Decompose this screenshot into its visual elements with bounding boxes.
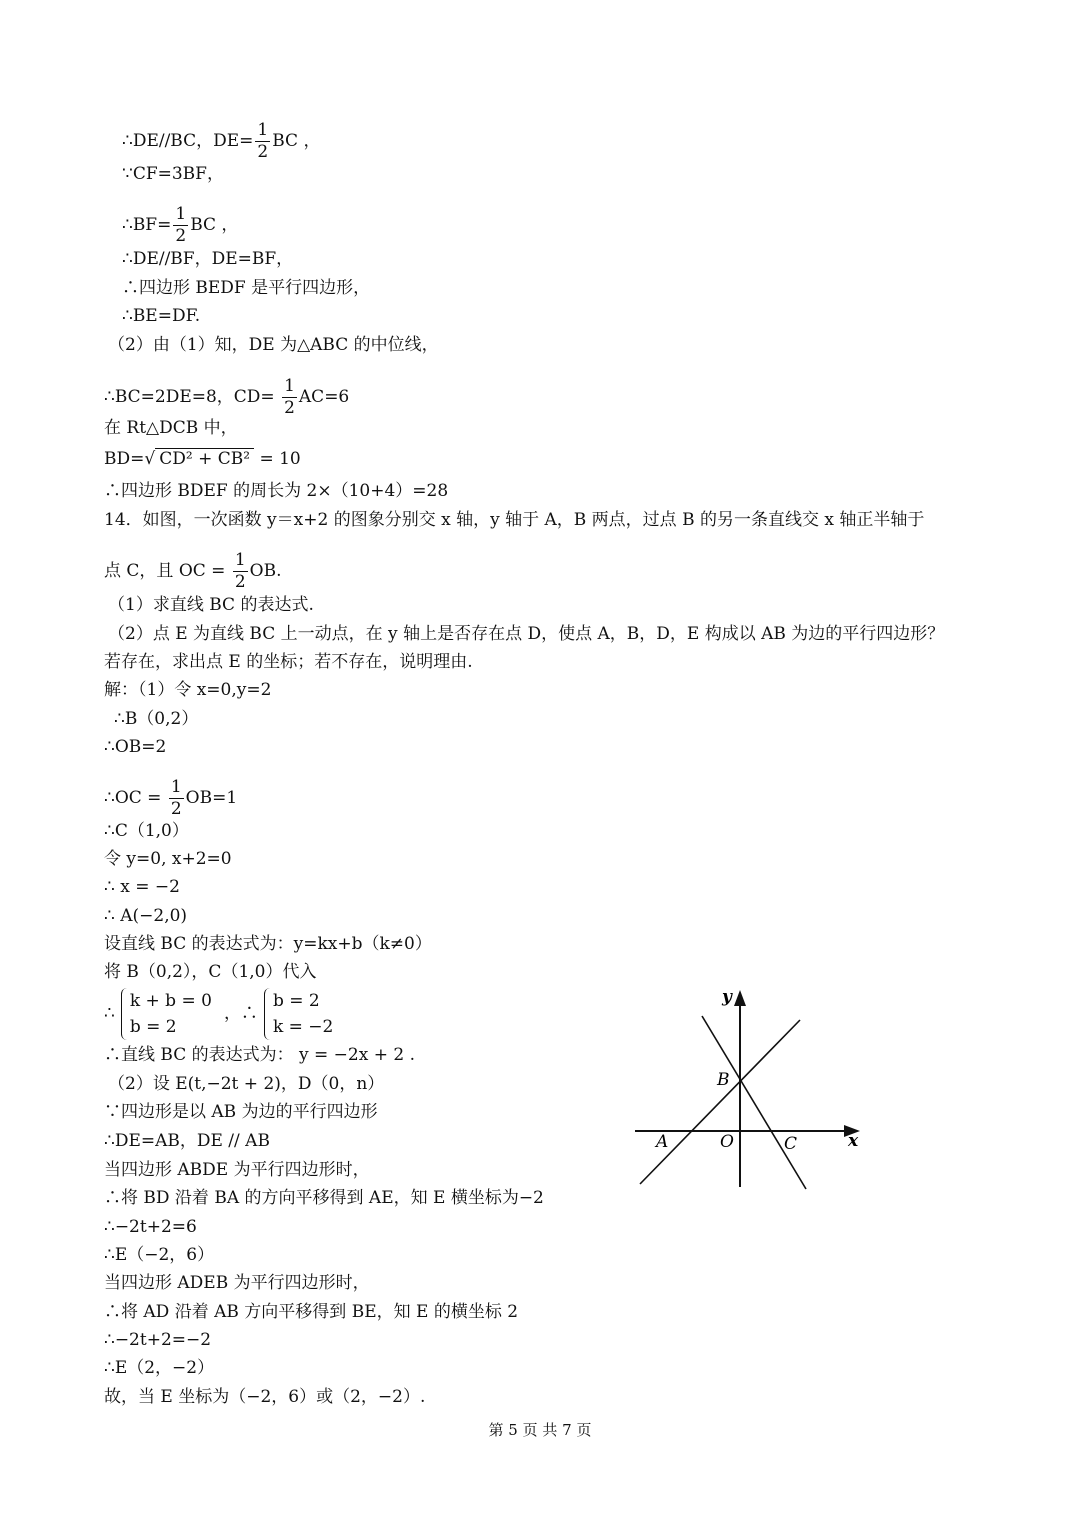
text-run: 当四边形 ADEB 为平行四边形时， [104, 1273, 370, 1293]
text-run: ∴直线 BC 的表达式为： y = −2x + 2 . [104, 1045, 416, 1065]
text-run: ∵CF=3BF， [122, 164, 224, 184]
text-run: ∴ x = −2 [104, 877, 180, 897]
text-run: ∴DE=AB，DE // AB [104, 1131, 270, 1151]
text-run: （1）求直线 BC 的表达式. [108, 595, 314, 615]
radicand: CD² + CB² [155, 448, 254, 469]
equation-system [264, 988, 339, 1040]
equation: b = 2 [129, 1017, 177, 1037]
text-line [104, 1045, 415, 1065]
text-run: ∴将 AD 沿着 AB 方向平移得到 BE，知 E 的横坐标 2 [104, 1302, 519, 1322]
text-run: 解：（1）令 x=0,y=2 [104, 680, 272, 700]
text-run: ∴DE//BC，DE= [122, 131, 254, 151]
numerator: 1 [284, 376, 295, 396]
text-run: 14．如图，一次函数 y＝x+2 的图象分别交 x 轴，y 轴于 A，B 两点，过点 B 的另一条直线交 x 轴正半轴于 [104, 510, 925, 530]
text-run: ∴B（0,2） [114, 709, 199, 729]
text-run: OB=1 [185, 788, 238, 808]
text-run: 令 y=0, x+2=0 [104, 849, 232, 869]
text-run: ∴OC = [104, 788, 167, 808]
text-line [104, 849, 232, 869]
text-run: ∴ A(−2,0) [104, 906, 188, 926]
text-run: （2）点 E 为直线 BC 上一动点，在 y 轴上是否存在点 D，使点 A，B，D，E 构成以 AB 为边的平行四边形？ [108, 624, 945, 644]
text-run: （2）设 E(t,−2t + 2)，D（0，n） [108, 1074, 385, 1094]
text-run: ∴四边形 BDEF 的周长为 2×（10+4）=28 [104, 481, 449, 501]
text-line [104, 652, 473, 672]
text-line [104, 1217, 197, 1237]
text-line [104, 1160, 370, 1180]
text-run: 点 C，且 OC = [104, 561, 231, 581]
x-axis-label: x [848, 1131, 859, 1151]
text-run: ∴−2t+2=6 [104, 1217, 197, 1237]
text-run: ∴BF= [122, 215, 172, 235]
text-line [104, 779, 237, 818]
text-run: ∴−2t+2=−2 [104, 1330, 212, 1350]
text-line [104, 1330, 211, 1350]
text-line [104, 906, 187, 926]
text-line [104, 1245, 214, 1265]
equation: k + b = 0 [129, 991, 212, 1011]
text-line [104, 962, 316, 982]
text-run: ∴BC=2DE=8，CD= [104, 387, 281, 407]
page-footer: 第 5 页 共 7 页 [488, 1421, 592, 1439]
text-line [104, 934, 432, 954]
fraction [282, 378, 297, 417]
equation: b = 2 [272, 991, 320, 1011]
text-run: BD= [104, 449, 145, 469]
text-run: ∴DE//BF，DE=BF， [122, 249, 294, 269]
numerator: 1 [234, 550, 246, 570]
point-b-label: B [717, 1070, 730, 1090]
text-line [104, 1302, 518, 1322]
origin-label: O [720, 1132, 734, 1152]
numerator: 1 [257, 120, 269, 140]
text-line [104, 821, 189, 841]
text-line [104, 1188, 544, 1208]
text-run: ∴BE=DF. [122, 306, 201, 326]
text-line [104, 378, 349, 417]
text-line [104, 1102, 378, 1122]
text-run: BC ， [272, 131, 321, 151]
text-run: ∴ [104, 1003, 115, 1024]
text-run: ，∴ [223, 1003, 258, 1024]
text-line [104, 1358, 214, 1378]
text-line [122, 306, 200, 326]
line-bc [702, 1016, 806, 1189]
equation-system [121, 988, 218, 1040]
text-line [104, 552, 281, 591]
numerator: 1 [170, 777, 182, 797]
text-line [122, 249, 293, 269]
text-run: 设直线 BC 的表达式为：y=kx+b（k≠0） [104, 934, 432, 954]
text-line [108, 595, 314, 615]
denominator: 2 [234, 572, 246, 592]
text-run: 在 Rt△DCB 中， [104, 418, 238, 438]
text-run: BC ， [190, 215, 239, 235]
text-line [108, 335, 439, 355]
text-line [104, 510, 924, 530]
text-line [104, 418, 238, 438]
text-run: OB. [249, 561, 282, 581]
text-line [122, 278, 370, 298]
denominator: 2 [257, 142, 269, 162]
text-run: ∴E（2，−2） [104, 1358, 215, 1378]
text-line [122, 122, 320, 161]
point-a-label: A [656, 1132, 669, 1152]
denominator: 2 [170, 799, 182, 819]
text-run: 将 B（0,2），C（1,0）代入 [104, 962, 317, 982]
fraction [255, 122, 270, 161]
text-line [104, 877, 180, 897]
numerator: 1 [175, 204, 187, 224]
text-line [108, 1074, 384, 1094]
y-axis-label: y [722, 987, 732, 1007]
text-run: （2）由（1）知，DE 为△ABC 的中位线， [108, 335, 439, 355]
point-c-label: C [784, 1134, 798, 1154]
text-line [104, 1387, 425, 1407]
text-line [104, 1273, 370, 1293]
text-line [122, 206, 238, 245]
text-line [104, 1131, 270, 1151]
text-line [104, 737, 166, 757]
text-line [104, 448, 301, 469]
text-run: = 10 [254, 449, 301, 469]
text-run: ∴四边形 BEDF 是平行四边形， [122, 278, 371, 298]
text-run: 若存在，求出点 E 的坐标；若不存在，说明理由. [104, 652, 473, 672]
coordinate-graph [630, 984, 870, 1194]
denominator: 2 [284, 398, 295, 418]
text-line [104, 481, 448, 501]
text-run: 故，当 E 坐标为（−2，6）或（2，−2）. [104, 1387, 426, 1407]
equation: k = −2 [272, 1017, 334, 1037]
text-run: ∴E（−2，6） [104, 1245, 215, 1265]
text-line [108, 624, 944, 644]
fraction [169, 779, 184, 818]
text-line [114, 709, 198, 729]
text-line [104, 680, 271, 700]
sqrt-sign-icon: √ [144, 449, 156, 469]
fraction [173, 206, 188, 245]
text-line [122, 164, 224, 184]
text-line [104, 988, 345, 1040]
text-run: ∴将 BD 沿着 BA 的方向平移得到 AE，知 E 横坐标为−2 [104, 1188, 544, 1208]
text-run: 当四边形 ABDE 为平行四边形时， [104, 1160, 370, 1180]
y-axis-arrow-icon [734, 990, 746, 1006]
fraction [233, 552, 248, 591]
text-run: ∴C（1,0） [104, 821, 189, 841]
text-run: ∴OB=2 [104, 737, 167, 757]
denominator: 2 [175, 226, 187, 246]
text-run: ∵四边形是以 AB 为边的平行四边形 [104, 1102, 378, 1122]
text-run: AC=6 [298, 387, 350, 407]
